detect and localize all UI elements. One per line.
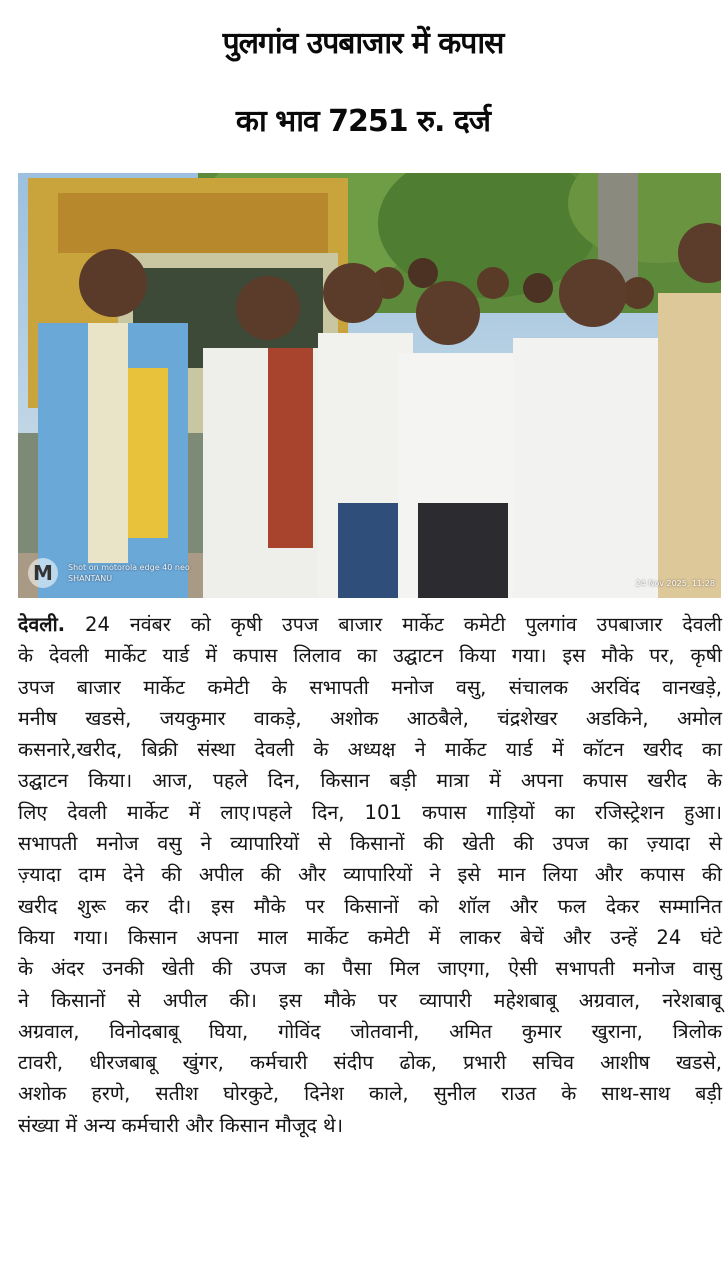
article-line: लिए देवली मार्केट में लाए।पहले दिन, 101 कपास गाड़ियों का रजिस्ट्रेशन हुआ। <box>18 800 722 824</box>
article-line: संख्या में अन्य कर्मचारी और किसान मौजूद थे। <box>18 1113 344 1137</box>
article-line: ज़्यादा दाम देने की अपील की और व्यापारियों ने इसे मान लिया और कपास की <box>18 863 722 887</box>
headline-line-1: पुलगांव उपबाजार में कपास <box>222 26 504 61</box>
article-line: खरीद शुरू कर दी। इस मौके पर किसानों को शॉल और फल देकर सम्मानित <box>18 894 722 918</box>
article-line: सभापती मनोज वसु ने व्यापारियों से किसानों की खेती की उपज का ज़्यादा से <box>18 832 722 856</box>
news-photo <box>18 173 721 598</box>
article-line: उपज बाजार मार्केट कमेटी के सभापती मनोज वसु, संचालक अरविंद वानखड़े, <box>18 675 722 699</box>
article-line: अशोक हरणे, सतीश घोरकुटे, दिनेश काले, सुनील राउत के साथ-साथ बड़ी <box>18 1082 722 1106</box>
news-photo-illustration <box>18 173 721 598</box>
article-body <box>18 609 722 1141</box>
motorola-logo: M <box>28 558 58 588</box>
article-line: उद्घाटन किया। आज, पहले दिन, किसान बड़ी मात्रा में अपना कपास खरीद के <box>18 769 722 793</box>
camera-watermark <box>68 562 190 584</box>
camera-watermark-line-1: Shot on motorola edge 40 neo <box>68 563 190 572</box>
article-line: किया गया। किसान अपना माल मार्केट कमेटी में लाकर बेचें और उन्हें 24 घंटे <box>18 925 722 949</box>
article-line: ने किसानों से अपील की। इस मौके पर व्यापारी महेशबाबू अग्रवाल, नरेशबाबू <box>18 988 722 1012</box>
article-line-text: 24 नवंबर को कृषी उपज बाजार मार्केट कमेटी पुलगांव उपबाजार देवली <box>65 613 722 636</box>
article-line: टावरी, धीरजबाबू खुंगर, कर्मचारी संदीप ढोक, प्रभारी सचिव आशीष खडसे, <box>18 1051 722 1075</box>
article-line: मनीष खडसे, जयकुमार वाकड़े, अशोक आठबैले, चंद्रशेखर अडकिने, अमोल <box>18 706 722 730</box>
headline <box>0 6 726 162</box>
photo-timestamp: 24 Nov 2025, 11:28 <box>635 579 715 588</box>
article-line: अग्रवाल, विनोदबाबू घिया, गोविंद जोतवानी, अमित कुमार खुराना, त्रिलोक <box>18 1019 722 1043</box>
camera-watermark-line-2: SHANTANU <box>68 574 113 583</box>
dateline: देवली. <box>18 613 66 636</box>
article-line: कसनारे,खरीद, बिक्री संस्था देवली के अध्यक्ष ने मार्केट यार्ड में कॉटन खरीद का <box>18 738 722 762</box>
article-line: के देवली मार्केट यार्ड में कपास लिलाव का उद्घाटन किया गया। इस मौके पर, कृषी <box>18 644 722 668</box>
article-line <box>18 609 722 640</box>
headline-line-2: का भाव 7251 रु. दर्ज <box>235 104 491 139</box>
article-line: के अंदर उनकी खेती की उपज का पैसा मिल जाएगा, ऐसी सभापती मनोज वासु <box>18 957 722 981</box>
